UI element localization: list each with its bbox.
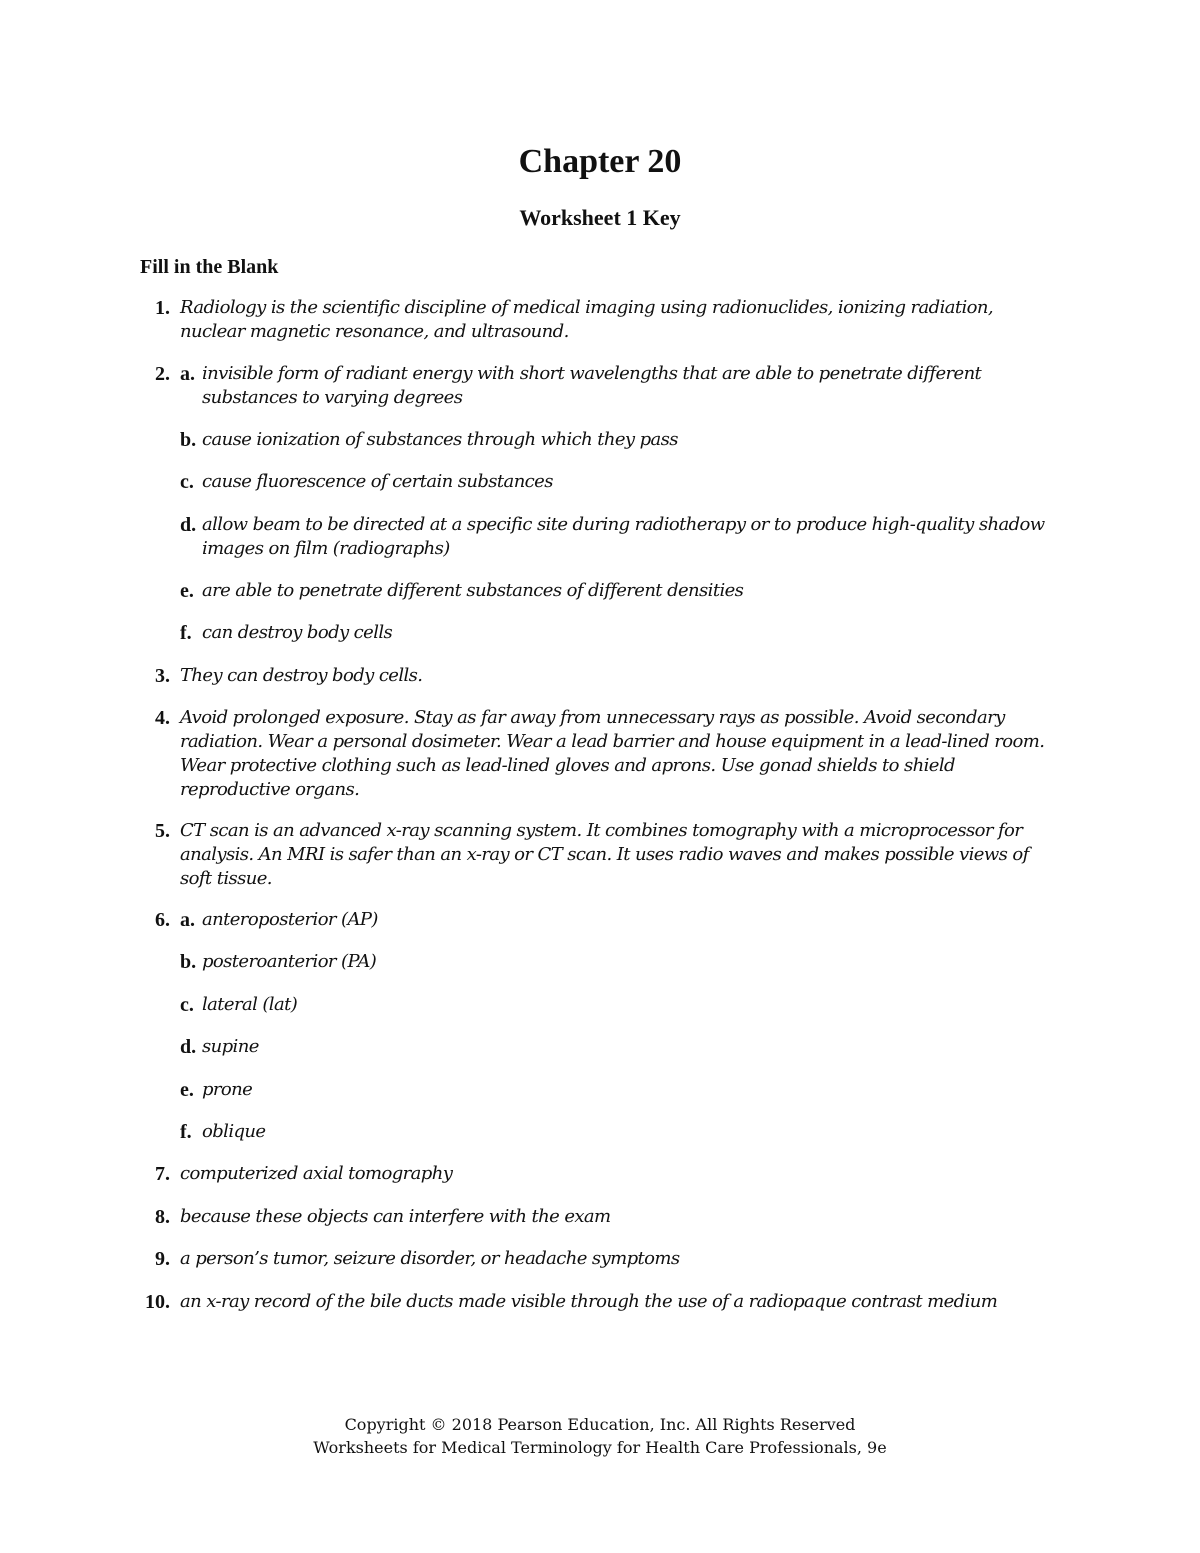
footer-copyright: Copyright © 2018 Pearson Education, Inc. All Rights Reserved bbox=[344, 1415, 856, 1434]
sub-answer-text: allow beam to be directed at a specific site during radiotherapy or to produce high-quality shadow images on film (radiographs) bbox=[202, 514, 1045, 559]
answer-text: Radiology is the scientific discipline of medical imaging using radionuclides, ionizing radiation, nuclear magnetic resonance, and ultrasound. bbox=[180, 297, 994, 342]
sub-answer-text: can destroy body cells bbox=[202, 622, 393, 643]
page-title: Chapter 20 bbox=[518, 143, 682, 180]
sub-letter: e. bbox=[180, 580, 194, 602]
item-number: 3. bbox=[155, 665, 170, 687]
sub-letter: a. bbox=[180, 909, 195, 931]
sub-answer-text: posteroanterior (PA) bbox=[202, 951, 377, 972]
answer-text: computerized axial tomography bbox=[180, 1163, 453, 1184]
answer-text: They can destroy body cells. bbox=[180, 665, 423, 686]
sub-answer-text: prone bbox=[202, 1079, 253, 1100]
item-number: 6. bbox=[155, 909, 170, 931]
answer-text: because these objects can interfere with the exam bbox=[180, 1206, 611, 1227]
answer-text: a person’s tumor, seizure disorder, or headache symptoms bbox=[180, 1248, 680, 1269]
sub-letter: f. bbox=[180, 622, 192, 644]
answer-text: an x-ray record of the bile ducts made visible through the use of a radiopaque contrast medium bbox=[180, 1291, 998, 1312]
sub-letter: a. bbox=[180, 363, 195, 385]
sub-letter: f. bbox=[180, 1121, 192, 1143]
sub-letter: c. bbox=[180, 994, 194, 1016]
item-number: 10. bbox=[145, 1291, 170, 1313]
sub-letter: d. bbox=[180, 1036, 197, 1058]
sub-answer-text: cause fluorescence of certain substances bbox=[202, 471, 553, 492]
sub-answer-text: anteroposterior (AP) bbox=[202, 909, 378, 930]
sub-letter: b. bbox=[180, 951, 197, 973]
answer-text: CT scan is an advanced x-ray scanning system. It combines tomography with a microprocessor for analysis. An MRI is safer than an x-ray or CT scan. It uses radio waves and makes possible views of soft tissue. bbox=[180, 820, 1029, 889]
item-number: 7. bbox=[155, 1163, 170, 1185]
answer-text: Avoid prolonged exposure. Stay as far away from unnecessary rays as possible. Avoid secondary radiation. Wear a personal dosimeter. Wear a lead barrier and house equipment in a lead-lined room. Wear protective clothing such as lead-lined gloves and aprons. Use gonad shields to shield reproductive organs. bbox=[180, 707, 1045, 800]
sub-answer-text: cause ionization of substances through which they pass bbox=[202, 429, 678, 450]
sub-answer-text: lateral (lat) bbox=[202, 994, 298, 1015]
sub-letter: d. bbox=[180, 514, 197, 536]
item-number: 4. bbox=[155, 707, 170, 729]
page-subtitle: Worksheet 1 Key bbox=[519, 205, 681, 230]
item-number: 1. bbox=[155, 297, 170, 319]
sub-answer-text: are able to penetrate different substances of different densities bbox=[202, 580, 744, 601]
section-heading: Fill in the Blank bbox=[140, 256, 279, 278]
item-number: 2. bbox=[155, 363, 170, 385]
item-number: 5. bbox=[155, 820, 170, 842]
sub-letter: e. bbox=[180, 1079, 194, 1101]
item-number: 9. bbox=[155, 1248, 170, 1270]
sub-letter: b. bbox=[180, 429, 197, 451]
sub-letter: c. bbox=[180, 471, 194, 493]
sub-answer-text: oblique bbox=[202, 1121, 266, 1142]
sub-answer-text: invisible form of radiant energy with short wavelengths that are able to penetrate different substances to varying degrees bbox=[202, 363, 982, 408]
sub-answer-text: supine bbox=[202, 1036, 259, 1057]
footer-book-title: Worksheets for Medical Terminology for Health Care Professionals, 9e bbox=[313, 1438, 887, 1457]
item-number: 8. bbox=[155, 1206, 170, 1228]
